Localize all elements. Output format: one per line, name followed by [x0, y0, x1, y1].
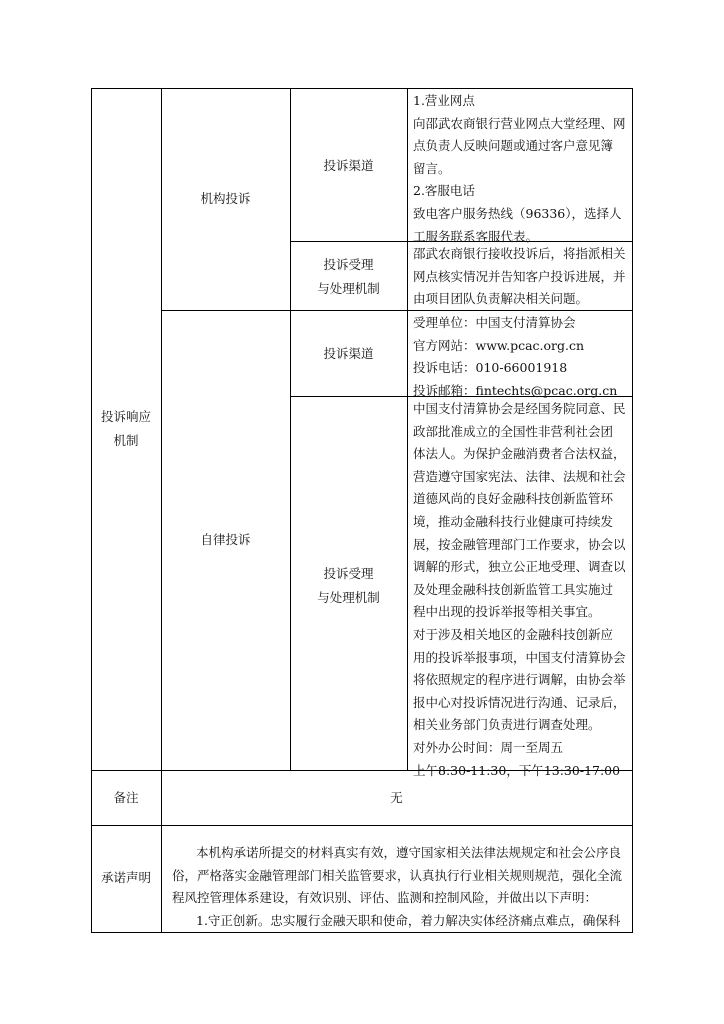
table-top-border: [91, 88, 633, 89]
self-regulatory-complaint-label: 自律投诉: [200, 532, 251, 547]
institutional-handling-text: 邵武农商银行接收投诉后，将指派相关 网点核实情况并告知客户投诉进展，并 由项目团队负责解决相关问题。: [413, 246, 626, 307]
institutional-channel-label: 投诉渠道: [323, 158, 374, 173]
table-right-border: [632, 88, 633, 933]
self-regulatory-handling-text: 中国支付清算协会是经国务院同意、民 政部批准成立的全国性非营利社会团 体法人。为保护金融消费者合法权益， 营造遵守国家宪法、法律、法规和社会 道德风尚的良好金融科技创新监管环 境，推动金融科技行业健康可持续发 展，按金融管理部门工作要求，协会以 调解的形式，独立公正地受理、调查以 及处理金融科技创新监管工具实施过 程中出现的投诉举报等相关事宜。 对于涉及相关地区的金融科技创新应 用的投诉举报事项，中国支付清算协会 将依照规定的程序进行调解，由协会举 报中心对投诉情况进行沟通、记录后， 相关业务部门负责进行调查处理。 对外办公时间：周一至周五 上午8:30-11:30，下午13:30-17:00: [413, 401, 626, 778]
self-regulatory-channel-label: 投诉渠道: [323, 346, 374, 361]
declaration-top-border: [91, 825, 633, 826]
col-divider-2: [290, 88, 291, 771]
complaint-section-label: 投诉响应 机制: [100, 409, 151, 448]
institutional-channel-text: 1.营业网点 向邵武农商银行营业网点大堂经理、网 点负责人反映问题或通过客户意见簿 留言。 2.客服电话 致电客户服务热线（96336），选择人 工服务联系客服代表。: [413, 93, 626, 244]
declaration-label: 承诺声明: [100, 870, 151, 885]
self-regulatory-handling-label: 投诉受理 与处理机制: [317, 566, 380, 605]
remarks-value: 无: [390, 790, 403, 805]
self-regulatory-channel-text: 受理单位：中国支付清算协会 官方网站：www.pcac.org.cn 投诉电话：010-66001918 投诉邮箱：fintechts@pcac.org.cn: [413, 315, 618, 398]
col-divider-3: [407, 88, 408, 771]
remarks-label: 备注: [113, 790, 139, 805]
institutional-handling-label: 投诉受理 与处理机制: [317, 257, 380, 296]
declaration-text: 本机构承诺所提交的材料真实有效，遵守国家相关法律法规规定和社会公序良 俗，严格落实金融管理部门相关监管要求，认真执行行业相关规则规范，强化全流 程风控管理体系建设，有效识别、评估、监测和控制风险，并做出以下声明： 1.守正创新。忠实履行金融天职和使命，着力解决实体经济痛点难点，确保科: [172, 845, 623, 928]
institutional-complaint-label: 机构投诉: [200, 191, 251, 206]
